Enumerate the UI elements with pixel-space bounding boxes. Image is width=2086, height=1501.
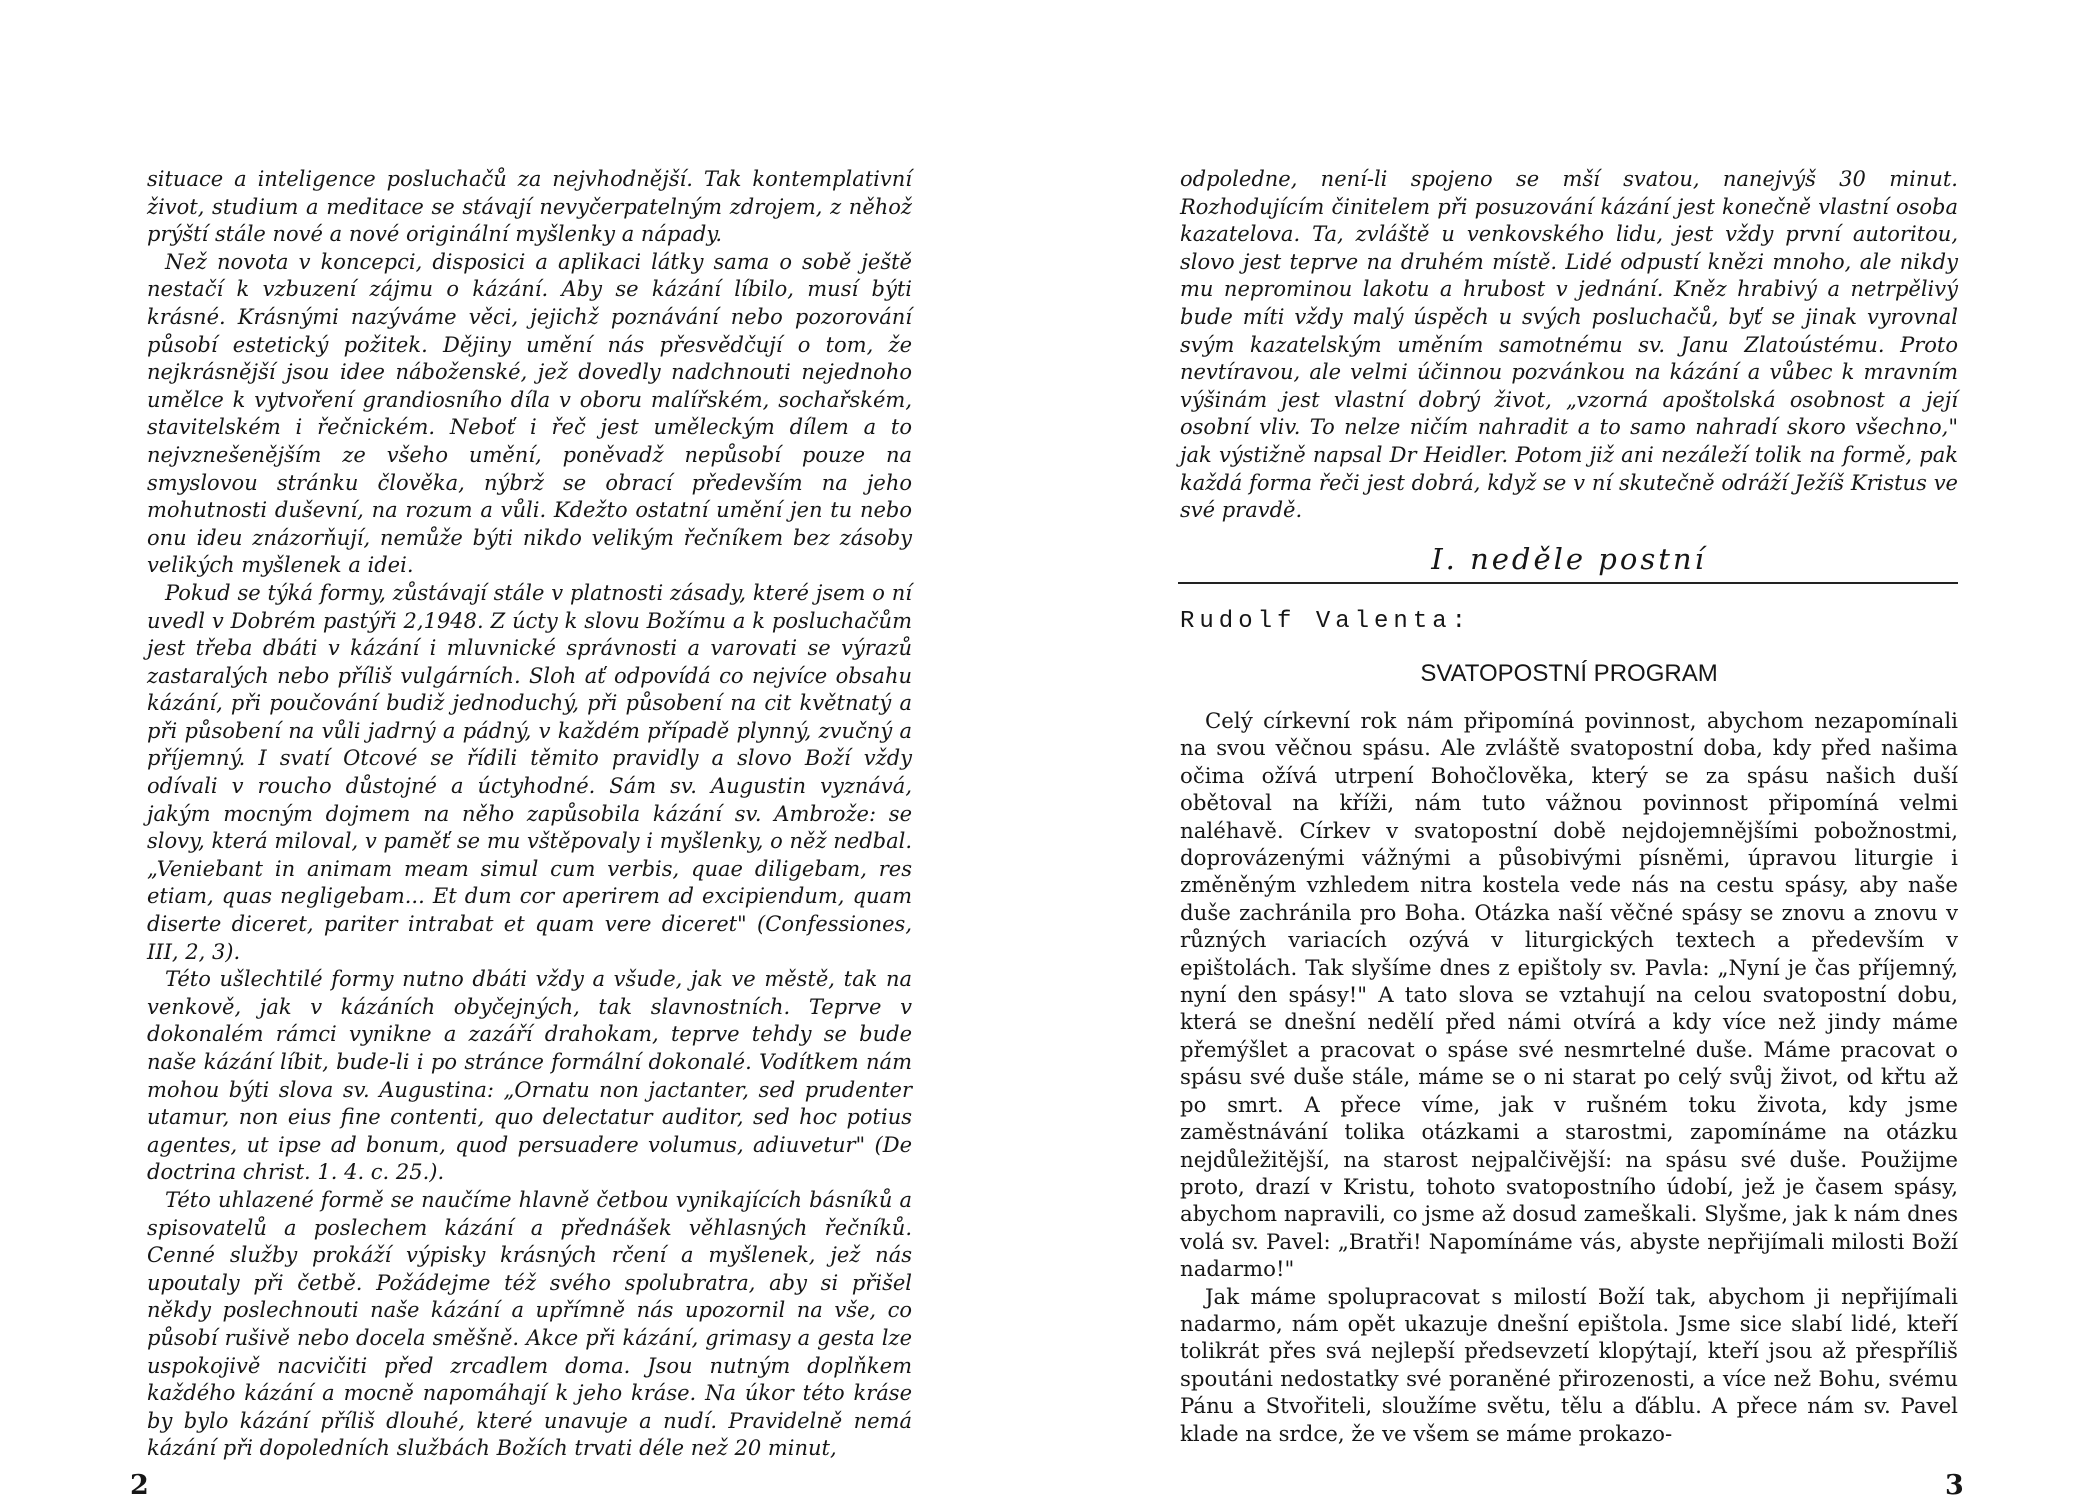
sermon-paragraph-1: Celý církevní rok nám připomíná povinnost, abychom nezapomínali na svou věčnou spásu. Ale zvláště svatopostní doba, kdy před našima očima ožívá utrpení Bohočlověka, který se za spásu našich duší obětoval na kříži, nám tuto vážnou povinnost připomíná velmi naléhavě. Církev v svatopostní době nejdojemnějšími pobožnostmi, doprovázenými vážnými a působivými písněmi, úpravou liturgie i změněným vzhledem nitra kostela vede nás na cestu spásy, aby naše duše zachránila pro Boha. Otázka naší věčné spásy se znovu a znovu v různých variacích ozývá v liturgických textech a především v epištolách. Tak slyšíme dnes z epištoly sv. Pavla: „Nyní je čas příjemný, nyní den spásy!" A tato slova se vztahují na celou svatopostní dobu, která se dnešní nedělí před námi otvírá a kdy více než jindy máme přemýšlet a pracovat o spáse své nesmrtelné duše. Máme pracovat o spásu své duše stále, máme se o ni starat po celý svůj život, od křtu až po smrt. A přece víme, jak v rušném toku života, kdy jsme zaměstnávání tolika otázkami a starostmi, zapomínáme na otázku nejdůležitější, na starost nejpalčivější: na spásu své duše. Použijme proto, drazí v Kristu, tohoto svatopostního údobí, jež je časem spásy, abychom napravili, co jsme až dosud zameškali. Slyšme, jak k nám dnes volá sv. Pavel: „Bratři! Napomínáme vás, abyste nepřijímali milosti Boží nadarmo!"	[1180, 709, 1958, 1283]
sermon-title: SVATOPOSTNÍ PROGRAM	[1420, 660, 1718, 687]
page-number-right: 3	[1945, 1470, 1964, 1501]
left-paragraph-3: Pokud se týká formy, zůstávají stále v platnosti zásady, které jsem o ní uvedl v Dobrém pastýři 2,1948. Z úcty k slovu Božímu a k posluchačům jest třeba dbáti v kázání i mluvnické správnosti a varovati se výrazů zastaralých nebo příliš vulgárních. Sloh ať odpovídá co nejvíce obsahu kázání, při poučování budiž jednoduchý, při působení na cit květnatý a při působení na vůli jadrný a pádný, v každém případě plynný, zvučný a příjemný. I svatí Otcové se řídili těmito pravidly a slovo Boží vždy odívali v roucho důstojné a úctyhodné. Sám sv. Augustin vyznává, jakým mocným dojmem na něho zapůsobila kázání sv. Ambrože: se slovy, která miloval, v paměť se mu vštěpovaly i myšlenky, o něž nedbal. „Veniebant in animam meam simul cum verbis, quae diligebam, res etiam, quas negligebam... Et dum cor aperirem ad excipiendum, quam diserte diceret, pariter intrabat et quam vere diceret" (Confessiones, III, 2, 3).	[147, 580, 912, 964]
left-paragraph-1: situace a inteligence posluchačů za nejvhodnější. Tak kontemplativní život, studium a meditace se stávají nevyčerpatelným zdrojem, z něhož prýští stále nové a nové originální myšlenky a nápady.	[147, 167, 912, 247]
author-name: Rudolf Valenta:	[1180, 608, 1472, 635]
left-paragraph-4: Této ušlechtilé formy nutno dbáti vždy a všude, jak ve městě, tak na venkově, jak v kázáních obyčejných, tak slavnostních. Teprve v dokonalém rámci vynikne a zazáří drahokam, teprve tehdy se bude naše kázání líbit, bude-li i po stránce formální dokonalé. Vodítkem nám mohou býti slova sv. Augustina: „Ornatu non jactanter, sed prudenter utamur, non eius fine contenti, quo delectatur auditor, sed hoc potius agentes, ut ipse ad bonum, quod persuadere volumus, adiuvetur" (De doctrina christ. 1. 4. c. 25.).	[147, 967, 912, 1185]
left-paragraph-5: Této uhlazené formě se naučíme hlavně četbou vynikajících básníků a spisovatelů a poslechem kázání a přednášek věhlasných řečníků. Cenné služby prokáží výpisky krásných rčení a myšlenek, jež nás upoutaly při četbě. Požádejme též svého spolubratra, aby si přišel někdy poslechnouti naše kázání a upřímně nás upozornil na vše, co působí rušivě nebo docela směšně. Akce při kázání, grimasy a gesta lze uspokojivě nacvičiti před zrcadlem doma. Jsou nutným doplňkem každého kázání a mocně napomáhají k jeho kráse. Na úkor této kráse by bylo kázání příliš dlouhé, které unavuje a nudí. Pravidelně nemá kázání při dopoledních službách Božích trvati déle než 20 minut,	[147, 1187, 912, 1461]
right-intro-paragraph: odpoledne, není-li spojeno se mší svatou, nanejvýš 30 minut. Rozhodujícím činitelem při posuzování kázání jest konečně vlastní osoba kazatelova. Ta, zvláště u venkovského lidu, jest vždy první autoritou, slovo jest teprve na druhém místě. Lidé odpustí knězi mnoho, ale nikdy mu neprominou lakotu a hrubost v jednání. Kněz hrabivý a netrpělivý bude míti vždy malý úspěch u svých posluchačů, byť se jinak vyrovnal svým kazatelským uměním samotnému sv. Janu Zlatoústému. Proto nevtíravou, ale velmi účinnou pozvánkou na kázání a vůbec k mravním výšinám jest vlastní dobrý život, „vzorná apoštolská osobnost a její osobní vliv. To nelze ničím nahradit a to samo nahradí skoro všechno," jak výstižně napsal Dr Heidler. Potom již ani nezáleží tolik na formě, pak každá forma řeči jest dobrá, když se v ní skutečně odráží Ježíš Kristus ve své pravdě.	[1180, 167, 1958, 523]
page-number-left: 2	[130, 1470, 149, 1501]
section-title: I. neděle postní	[1431, 542, 1707, 576]
sermon-body	[1180, 708, 1958, 1448]
sermon-paragraph-2: Jak máme spolupracovat s milostí Boží tak, abychom ji nepřijímali nadarmo, nám opět ukazuje dnešní epištola. Jsme sice slabí lidé, kteří tolikrát přes svá nejlepší předsevzetí klopýtají, kteří jsou až přespříliš spoutáni nedostatky své poraněné přirozenosti, a více než Bohu, svému Pánu a Stvořiteli, sloužíme světu, tělu a ďáblu. A přece nám sv. Pavel klade na srdce, že ve všem se máme prokazo-	[1180, 1284, 1958, 1447]
section-divider	[1178, 582, 1958, 584]
left-paragraph-2: Než novota v koncepci, disposici a aplikaci látky sama o sobě ještě nestačí k vzbuzení zájmu o kázání. Aby se kázání líbilo, musí býti krásné. Krásnými nazýváme věci, jejichž poznávání nebo pozorování působí estetický požitek. Dějiny umění nás přesvědčují o tom, že nejkrásnější jsou idee náboženské, jež dovedly nadchnouti nejednoho umělce k vytvoření grandiosního díla v oboru malířském, sochařském, stavitelském i řečnickém. Neboť i řeč jest uměleckým dílem a to nejvznešenějším ze všeho umění, poněvadž nepůsobí pouze na smyslovou stránku člověka, nýbrž se obrací především na jeho mohutnosti duševní, na rozum a vůli. Kdežto ostatní umění jen tu nebo onu ideu znázorňují, nemůže býti nikdo velikým řečníkem bez zásoby velikých myšlenek a idei.	[147, 249, 912, 578]
right-intro-text	[1180, 166, 1958, 525]
